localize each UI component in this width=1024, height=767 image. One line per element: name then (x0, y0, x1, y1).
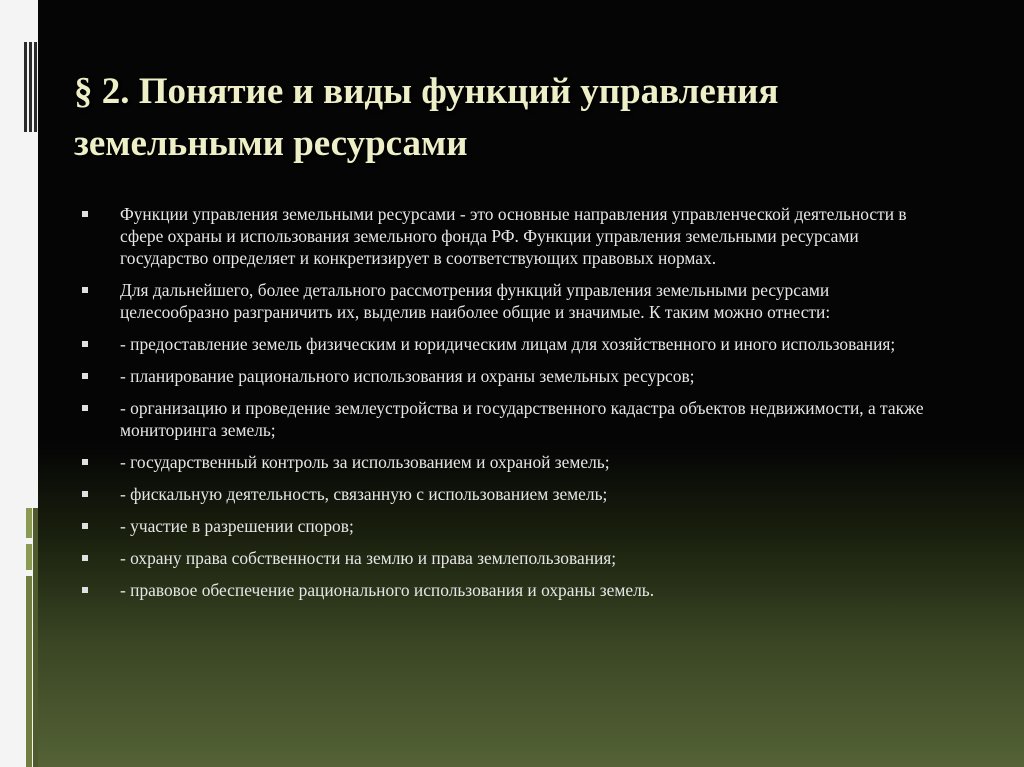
decorative-line (34, 42, 37, 132)
list-item (80, 279, 940, 323)
list-item (80, 547, 940, 569)
list-item (80, 333, 940, 355)
list-item (80, 451, 940, 473)
list-item (80, 579, 940, 601)
decorative-bar (26, 508, 32, 538)
list-item (80, 365, 940, 387)
slide-left-margin (0, 0, 38, 767)
list-item-text: - организацию и проведение землеустройства и государственного кадастра объектов недвижимости, а также мониторинга земель; (120, 398, 924, 440)
bullet-icon (82, 405, 88, 411)
list-item-text: - охрану права собственности на землю и права землепользования; (120, 548, 617, 568)
decorative-line (29, 42, 32, 132)
list-item (80, 515, 940, 537)
decorative-lines-top (0, 42, 38, 132)
slide-title: § 2. Понятие и виды функций управления земельными ресурсами (74, 71, 779, 164)
bullet-icon (82, 523, 88, 529)
bullet-icon (82, 459, 88, 465)
list-item-text: - предоставление земель физическим и юридическим лицам для хозяйственного и иного использования; (120, 334, 896, 354)
decorative-bar (26, 544, 32, 570)
decorative-bar (26, 576, 32, 767)
bullet-icon (82, 555, 88, 561)
list-item-text: - правовое обеспечение рационального использования и охраны земель. (120, 580, 655, 600)
list-item-text: - государственный контроль за использованием и охраной земель; (120, 452, 610, 472)
decorative-line (24, 42, 27, 132)
bullet-icon (82, 373, 88, 379)
bullet-list (80, 203, 940, 611)
bullet-icon (82, 211, 88, 217)
list-item (80, 483, 940, 505)
list-item-text: - участие в разрешении споров; (120, 516, 354, 536)
list-item-text: - фискальную деятельность, связанную с использованием земель; (120, 484, 608, 504)
bullet-icon (82, 341, 88, 347)
bullet-icon (82, 287, 88, 293)
list-item (80, 203, 940, 269)
decorative-lines-bottom (0, 508, 38, 767)
list-item-text: Для дальнейшего, более детального рассмотрения функций управления земельными ресурсами целесообразно разграничить их, выделив наиболее общие и значимые. К таким можно отнести: (120, 280, 831, 322)
list-item (80, 397, 940, 441)
bullet-icon (82, 587, 88, 593)
list-item-text: Функции управления земельными ресурсами - это основные направления управленческой деятельности в сфере охраны и использования земельного фонда РФ. Функции управления земельными ресурсами государство определяет и конкретизирует в соответствующих правовых нормах. (120, 204, 907, 268)
list-item-text: - планирование рационального использования и охраны земельных ресурсов; (120, 366, 695, 386)
bullet-icon (82, 491, 88, 497)
